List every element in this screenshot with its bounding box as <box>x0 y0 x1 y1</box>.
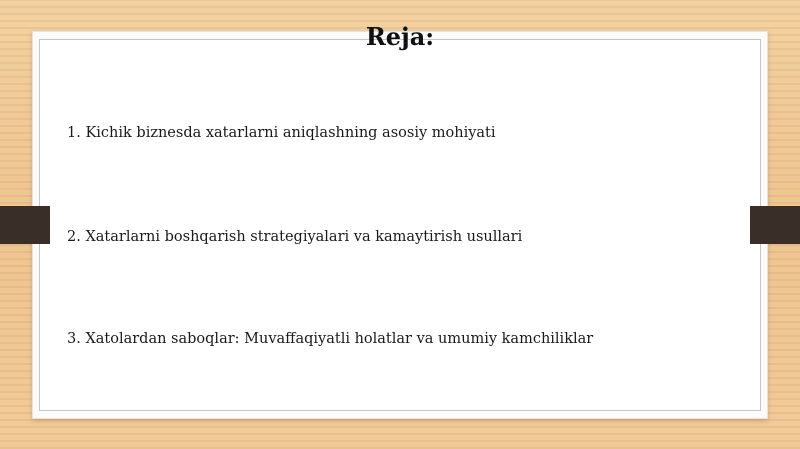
left-frame-tab <box>0 206 50 244</box>
plan-item-2: 2. Xatarlarni boshqarish strategiyalari va kamaytirish usullari <box>67 229 523 245</box>
slide-content-area <box>39 39 761 411</box>
plan-item-1: 1. Kichik biznesda xatarlarni aniqlashning asosiy mohiyati <box>67 125 496 141</box>
right-frame-tab <box>750 206 800 244</box>
slide-title: Reja: <box>365 22 435 51</box>
plan-item-3: 3. Xatolardan saboqlar: Muvaffaqiyatli holatlar va umumiy kamchiliklar <box>67 331 594 347</box>
